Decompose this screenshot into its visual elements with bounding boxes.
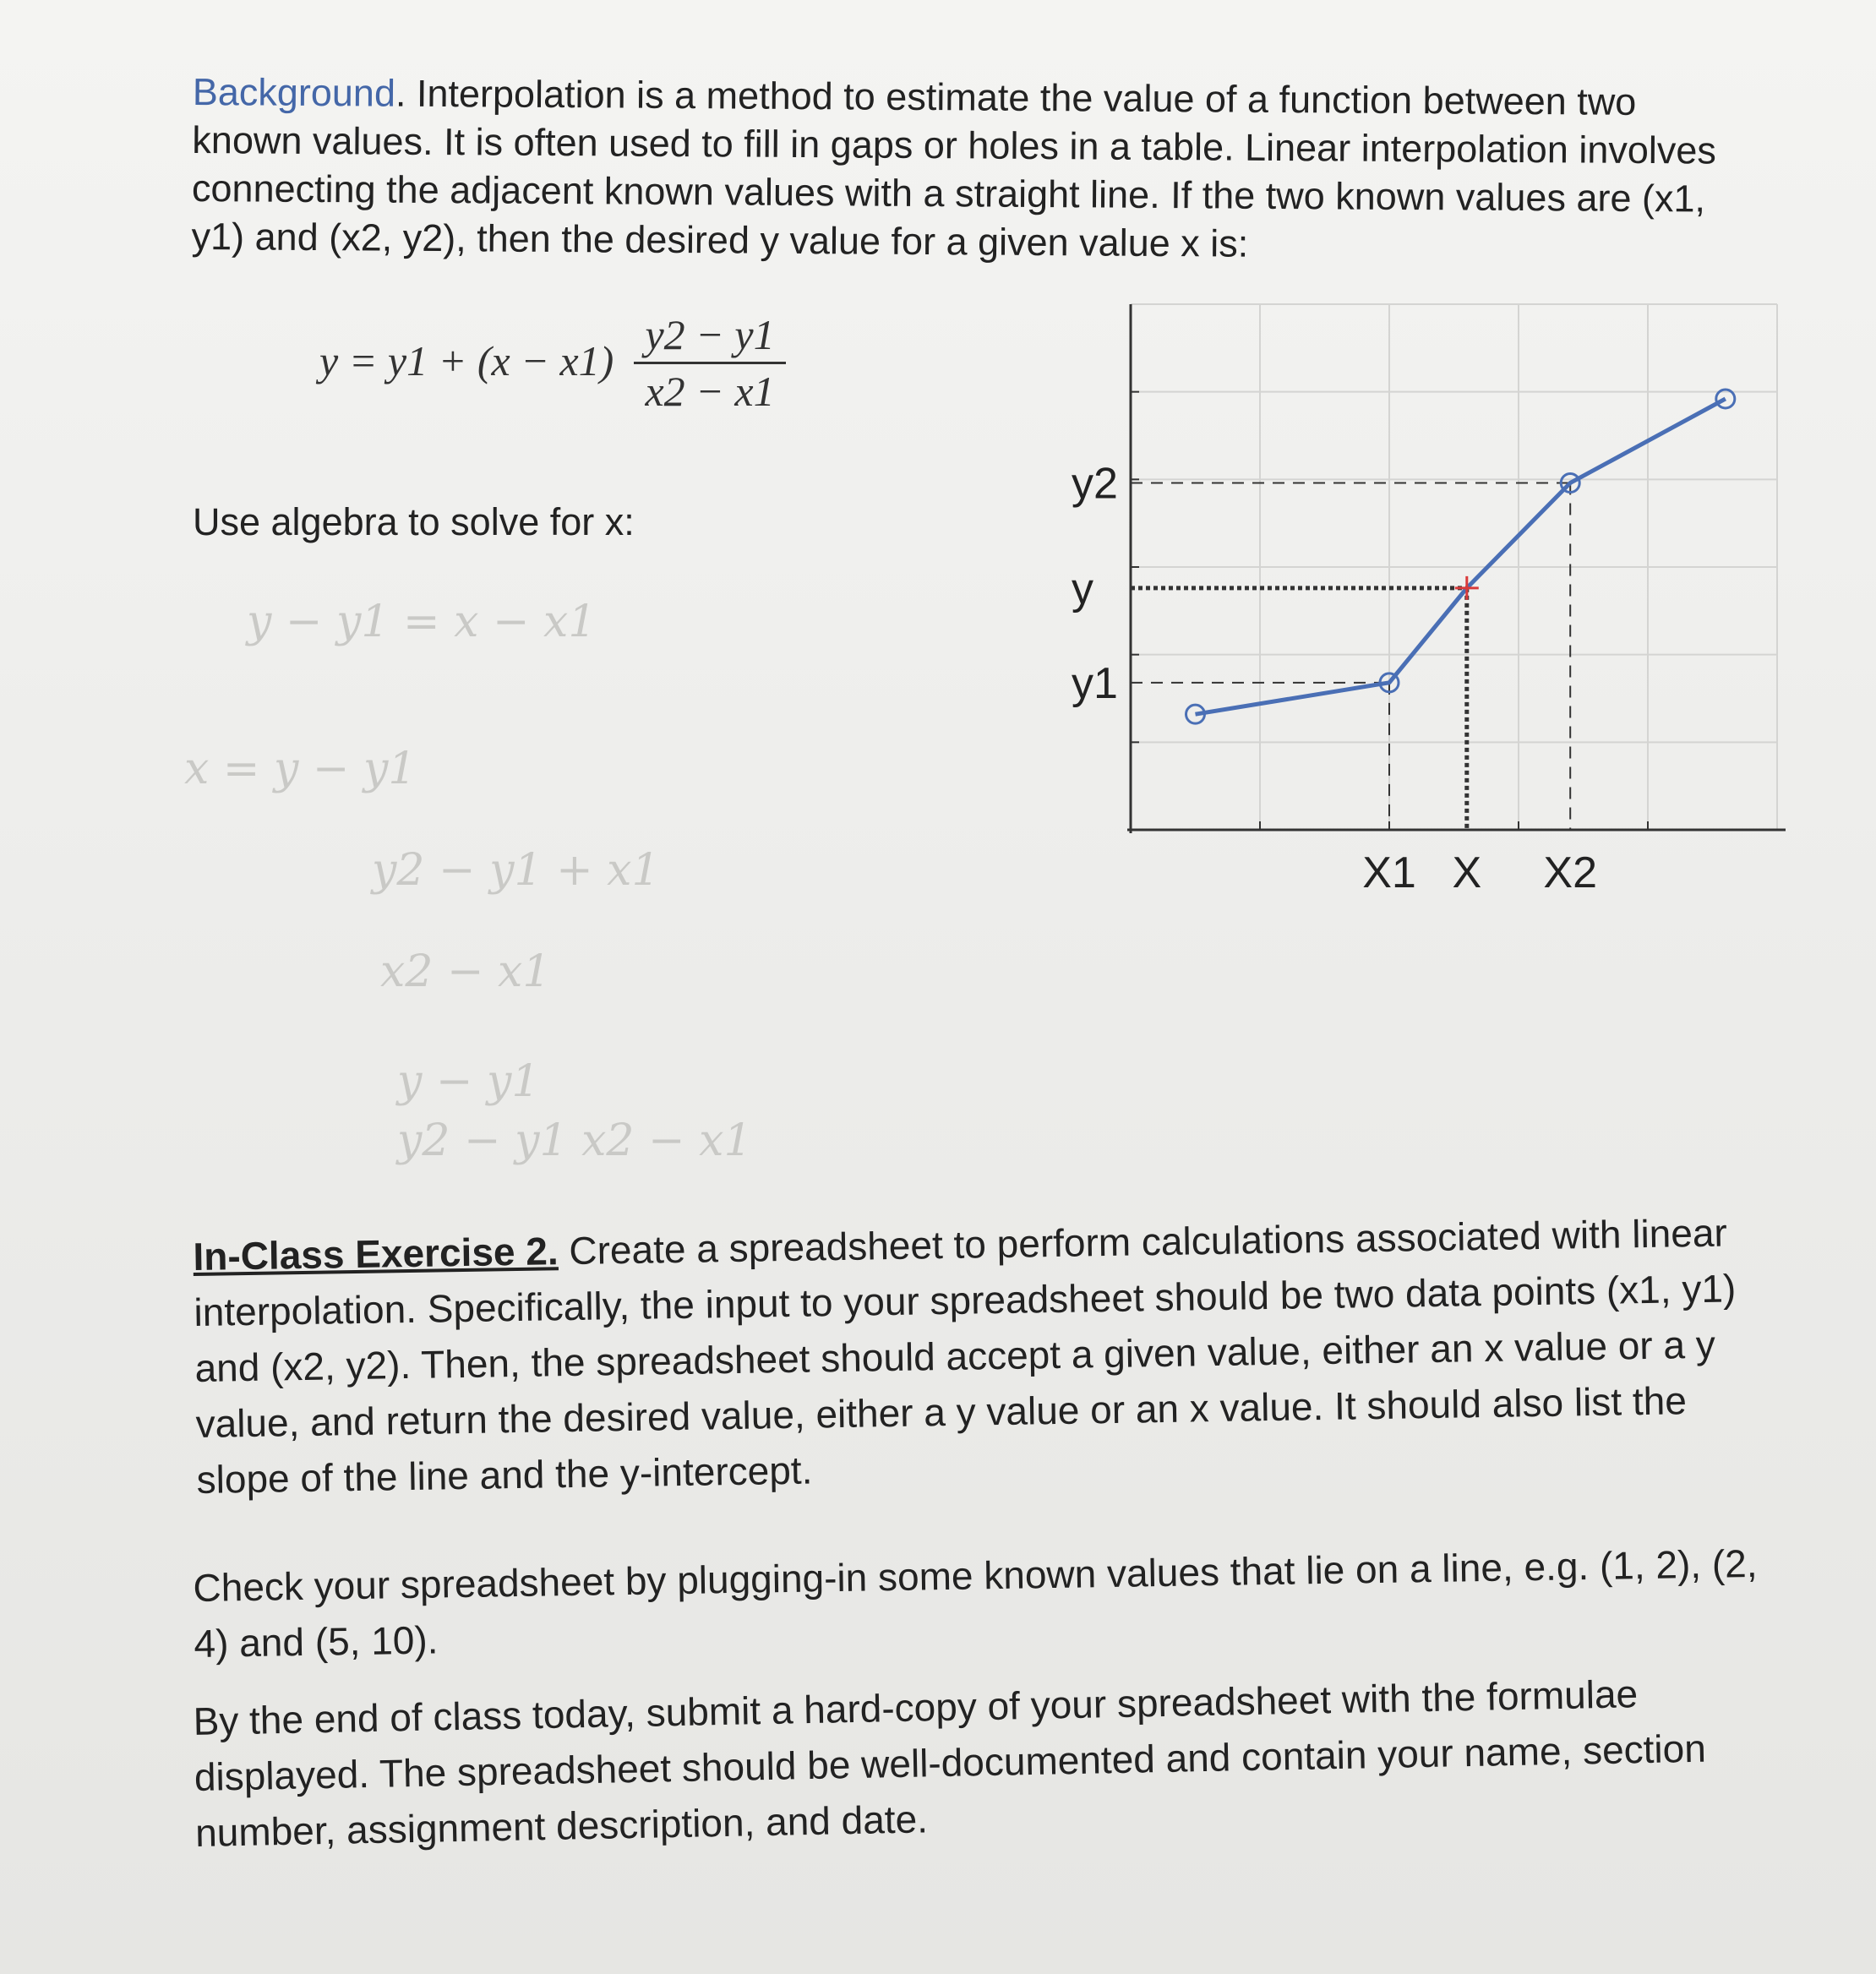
y-tick-label-y2: y2	[1072, 459, 1118, 509]
interpolation-graph	[1046, 297, 1790, 923]
chart-series	[1186, 390, 1735, 723]
handwritten-line-1: y − y1 = x − x1	[247, 597, 597, 647]
x-tick-label-x: X	[1452, 848, 1482, 897]
formula-lhs: y = y1 + (x − x1)	[319, 337, 614, 384]
formula-denominator: x2 − x1	[645, 368, 775, 415]
series-line	[1196, 399, 1726, 714]
interpolation-formula	[319, 311, 793, 438]
fraction-bar	[634, 362, 786, 364]
handwritten-line-3: y2 − y1 + x1	[372, 845, 660, 896]
solve-prompt: Use algebra to solve for x:	[193, 500, 635, 543]
formula-numerator: y2 − y1	[645, 311, 775, 358]
y-tick-label-y1: y1	[1072, 658, 1118, 708]
chart-axes	[1127, 304, 1786, 833]
chart-grid	[1131, 304, 1777, 830]
handwritten-line-2: x = y − y1	[184, 744, 417, 794]
formula-fraction	[634, 311, 786, 415]
submit-paragraph: By the end of class today, submit a hard-copy of your spreadsheet with the formulae displayed. The spreadsheet should be well-documented and contain your name, section number, assignment description, and date.	[193, 1671, 1707, 1855]
check-paragraph: Check your spreadsheet by plugging-in some known values that lie on a line, e.g. (1, 2), (2, 4) and (5, 10).	[193, 1540, 1758, 1666]
exercise-paragraph	[193, 1204, 1760, 1508]
y-tick-label-y: y	[1072, 564, 1093, 613]
x-tick-label-x2: X2	[1543, 848, 1598, 897]
chart-guide-lines	[1131, 483, 1570, 830]
background-text: . Interpolation is a method to estimate the value of a function between two known values. It is often used to fill in gaps or holes in a table. Linear interpolation involves connecting the adjacent known values with a straight line. If the two known values are (x1, y1) and (x2, y2), then the desired y value for a given value x is:	[191, 71, 1717, 265]
handwritten-line-4: x2 − x1	[380, 946, 551, 997]
exercise-title: In-Class Exercise 2.	[193, 1229, 559, 1279]
background-paragraph	[191, 68, 1731, 271]
exercise-text: Create a spreadsheet to perform calculations associated with linear interpolation. Specifically, the input to your spreadsheet should be two data points (x1, y1) and (x2, y2). Then, the spreadsheet should accept a given value, either an x value or a y value, and return the desired value, either a y value or an x value. It should also list the slope of the line and the y-intercept.	[194, 1210, 1737, 1502]
x-tick-label-x1: X1	[1362, 848, 1416, 897]
background-label: Background	[192, 69, 396, 115]
handwritten-line-5: y − y1	[397, 1056, 540, 1107]
handwritten-line-6: y2 − y1 x2 − x1	[397, 1115, 752, 1166]
